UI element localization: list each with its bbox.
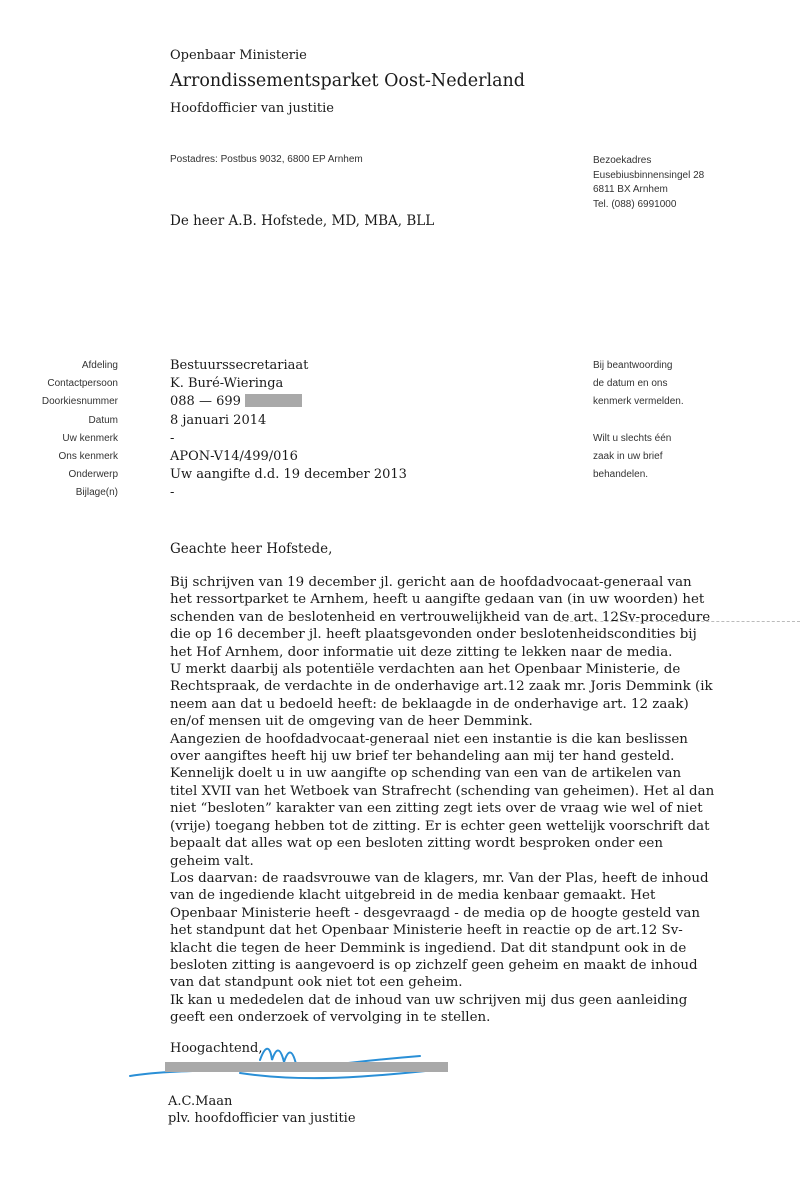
body-line: die op 16 december jl. heeft plaatsgevonden onder beslotenheidscondities bij [170, 627, 697, 643]
field-labels [10, 357, 118, 503]
org-office: Hoofdofficier van justitie [170, 101, 334, 116]
signatory-name: A.C.Maan [168, 1094, 233, 1109]
org-name: Openbaar Ministerie [170, 48, 307, 63]
signatory [168, 1093, 356, 1127]
body-line: klacht die tegen de heer Demmink is ingediend. Dat dit standpunt ook in de [170, 940, 687, 956]
body-line: Los daarvan: de raadsvrouwe van de klagers, mr. Van der Plas, heeft de inhoud [170, 870, 709, 886]
note-line: behandelen. [593, 469, 649, 481]
salutation: Geachte heer Hofstede, [170, 541, 333, 557]
visit-address-phone: Tel. (088) 6991000 [593, 198, 677, 210]
value-afdeling: Bestuurssecretariaat [170, 358, 309, 373]
body-line: het standpunt dat het Openbaar Ministerie heeft in reactie op de art.12 Sv- [170, 923, 683, 939]
addressee: De heer A.B. Hofstede, MD, MBA, BLL [170, 213, 435, 229]
reply-instructions [593, 357, 684, 484]
body-line: Ik kan u mededelen dat de inhoud van uw schrijven mij dus geen aanleiding [170, 992, 688, 1008]
label-doorkiesnummer: Doorkiesnummer [41, 396, 118, 408]
body-line: van dat standpunt ook niet tot een geheim. [170, 975, 463, 991]
body-line: van de ingediende klacht uitgebreid in de media kenbaar gemaakt. Het [170, 888, 656, 904]
body-line: het ressortparket te Arnhem, heeft u aangifte gedaan van (in uw woorden) het [170, 592, 705, 608]
body-line: en/of mensen uit de omgeving van de heer Demmink. [170, 714, 533, 730]
value-uw-kenmerk: - [170, 430, 175, 446]
note-line: kenmerk vermelden. [593, 396, 684, 408]
label-onderwerp: Onderwerp [68, 469, 118, 481]
postal-address: Postadres: Postbus 9032, 6800 EP Arnhem [170, 154, 363, 165]
body-line: titel XVII van het Wetboek van Strafrecht (schending van geheimen). Het al dan [170, 783, 715, 799]
label-contactpersoon: Contactpersoon [47, 378, 118, 390]
body-line: geeft een onderzoek of vervolging in te stellen. [170, 1010, 491, 1026]
body-line: bepaalt dat alles wat op een besloten zitting wordt besproken onder een [170, 836, 663, 852]
body-line: U merkt daarbij als potentiële verdachten aan het Openbaar Ministerie, de [170, 662, 681, 678]
note-line: zaak in uw brief [593, 450, 663, 462]
note-line: de datum en ons [593, 378, 668, 390]
value-bijlagen: - [170, 485, 175, 501]
closing: Hoogachtend, [170, 1041, 263, 1056]
value-doorkiesnummer: 088 — 699 [170, 393, 407, 411]
label-uw-kenmerk: Uw kenmerk [62, 432, 118, 444]
visit-address-title: Bezoekadres [593, 155, 652, 166]
body-line: schenden van de beslotenheid en vertrouwelijkheid van de art. 12Sv-procedure [170, 609, 711, 625]
value-datum: 8 januari 2014 [170, 412, 267, 428]
body-line: (vrije) toegang hebben tot de zitting. Er is echter geen wettelijk voorschrift dat [170, 818, 710, 834]
body-line: Aangezien de hoofdadvocaat-generaal niet een instantie is die kan beslissen [170, 731, 688, 747]
value-onderwerp: Uw aangifte d.d. 19 december 2013 [170, 467, 407, 483]
body-line: Bij schrijven van 19 december jl. gericht aan de hoofdadvocaat-generaal van [170, 575, 692, 590]
body-line: Openbaar Ministerie heeft - desgevraagd - de media op de hoogte gesteld van [170, 905, 701, 921]
label-datum: Datum [88, 414, 118, 426]
note-line: Wilt u slechts één [593, 432, 672, 444]
visit-address-city: 6811 BX Arnhem [593, 184, 668, 195]
visit-address-street: Eusebiusbinnensingel 28 [593, 169, 705, 181]
body-line: niet “besloten” karakter van een zitting zegt iets over de vraag wie wel of niet [170, 801, 703, 817]
body-line: Rechtspraak, de verdachte in de onderhavige art.12 zaak mr. Joris Demmink (ik [170, 679, 713, 695]
org-department: Arrondissementsparket Oost-Nederland [170, 71, 525, 91]
note-line: Bij beantwoording [593, 360, 673, 371]
body-line: besloten zitting is aangevoerd is op zichzelf geen geheim en maakt de inhoud [170, 957, 698, 973]
signature-redaction [165, 1062, 448, 1072]
value-contactpersoon: K. Buré-Wieringa [170, 376, 284, 392]
body-line: neem aan dat u bedoeld heeft: de beklaagde in de onderhavige art. 12 zaak) [170, 696, 689, 712]
label-ons-kenmerk: Ons kenmerk [58, 450, 118, 462]
body-line: Kennelijk doelt u in uw aangifte op schending van een van de artikelen van [170, 766, 682, 782]
body-line: over aangiftes heeft hij uw brief ter behandeling aan mij ter hand gesteld. [170, 749, 675, 765]
field-values [170, 357, 407, 503]
value-ons-kenmerk: APON-V14/499/016 [170, 448, 298, 464]
body-line: geheim valt. [170, 853, 254, 869]
label-bijlagen: Bijlage(n) [75, 487, 118, 499]
body-line: het Hof Arnhem, door informatie uit deze zitting te lekken naar de media. [170, 644, 673, 660]
visit-address [593, 154, 704, 212]
label-afdeling: Afdeling [81, 360, 118, 371]
signatory-title: plv. hoofdofficier van justitie [168, 1111, 356, 1126]
note-line [593, 412, 684, 430]
phone-redaction [245, 394, 302, 407]
letter-body [170, 574, 770, 1027]
